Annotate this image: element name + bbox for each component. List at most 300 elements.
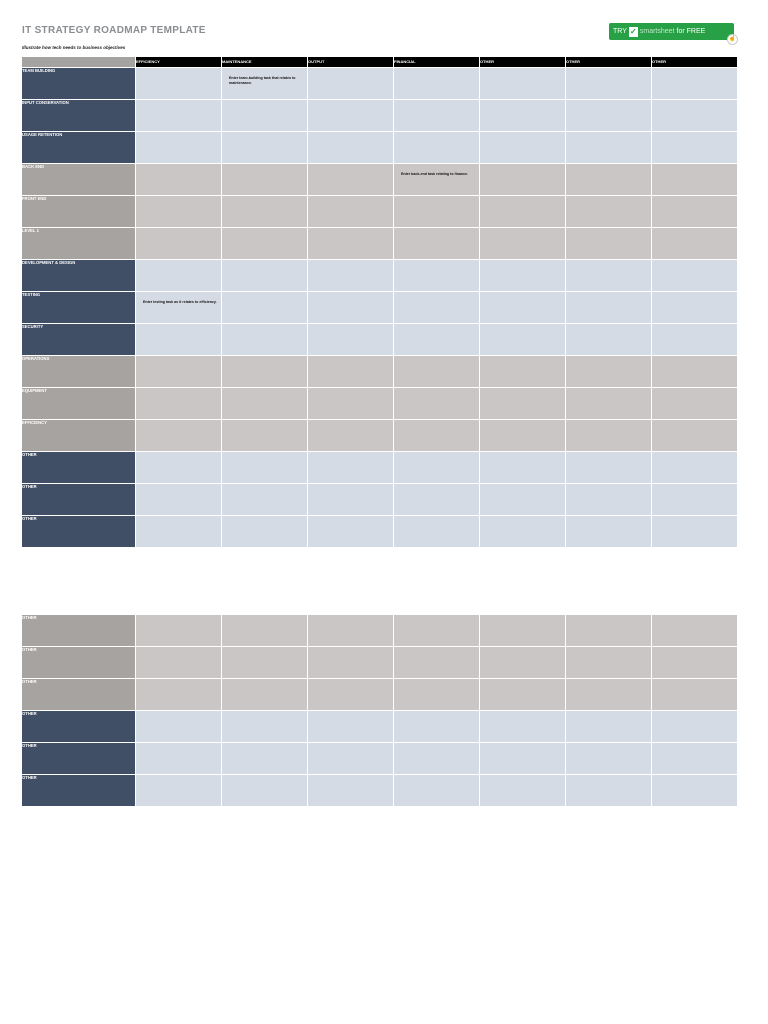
table-cell[interactable] [308, 324, 394, 356]
cell-text [652, 679, 737, 687]
cell-text [308, 292, 393, 300]
table-row [22, 679, 738, 711]
table-cell[interactable] [566, 260, 652, 292]
cell-text [566, 100, 651, 108]
cell-text [394, 615, 479, 623]
cell-text [222, 228, 307, 236]
table-cell[interactable] [480, 452, 566, 484]
cell-text [308, 420, 393, 428]
table-cell[interactable] [652, 679, 738, 711]
cell-text [136, 356, 221, 364]
cell-text [566, 356, 651, 364]
cell-text [394, 647, 479, 655]
table-cell[interactable] [652, 615, 738, 647]
table-cell[interactable] [136, 292, 222, 324]
table-cell[interactable] [222, 196, 308, 228]
table-cell[interactable] [136, 647, 222, 679]
table-cell[interactable] [394, 420, 480, 452]
cell-text [394, 132, 479, 140]
table-cell[interactable] [480, 711, 566, 743]
cell-text [136, 132, 221, 140]
table-cell[interactable] [652, 484, 738, 516]
table-cell[interactable] [136, 615, 222, 647]
row-label: OTHER [22, 711, 136, 743]
cell-text [480, 743, 565, 751]
cell-text [394, 420, 479, 428]
table-cell[interactable] [222, 324, 308, 356]
page-subtitle: Illustrate how tech needs to business objectives [22, 45, 126, 50]
table-cell[interactable] [136, 452, 222, 484]
cell-text [652, 420, 737, 428]
table-cell[interactable] [308, 647, 394, 679]
table-cell[interactable] [308, 260, 394, 292]
table-cell[interactable] [308, 615, 394, 647]
table-row [22, 711, 738, 743]
cell-text [136, 164, 221, 172]
cell-text [652, 775, 737, 783]
roadmap-table [21, 56, 738, 548]
cell-text [566, 647, 651, 655]
table-cell[interactable] [480, 516, 566, 548]
cell-text [480, 292, 565, 300]
table-cell[interactable] [136, 196, 222, 228]
cell-text [308, 615, 393, 623]
table-cell[interactable] [652, 420, 738, 452]
cell-text [566, 484, 651, 492]
table-cell[interactable] [308, 484, 394, 516]
cell-text [222, 164, 307, 172]
table-cell[interactable] [652, 324, 738, 356]
cell-text [394, 679, 479, 687]
cell-text [394, 292, 479, 300]
row-label: OTHER [22, 743, 136, 775]
table-cell[interactable] [222, 228, 308, 260]
table-cell[interactable] [652, 164, 738, 196]
table-cell[interactable] [136, 164, 222, 196]
table-cell[interactable] [222, 260, 308, 292]
table-cell[interactable] [480, 420, 566, 452]
table-cell[interactable] [222, 388, 308, 420]
table-cell[interactable] [652, 68, 738, 100]
cell-text [566, 132, 651, 140]
row-label: TEAM BUILDING [22, 68, 136, 100]
table-cell[interactable] [566, 452, 652, 484]
table-cell[interactable] [652, 647, 738, 679]
cell-text [136, 228, 221, 236]
cell-text [222, 679, 307, 687]
header-corner [22, 57, 136, 68]
table-cell[interactable] [652, 743, 738, 775]
table-cell[interactable] [394, 292, 480, 324]
table-cell[interactable] [222, 516, 308, 548]
cell-text [566, 516, 651, 524]
table-cell[interactable] [566, 292, 652, 324]
table-cell[interactable] [394, 743, 480, 775]
column-header-other: OTHER [566, 57, 652, 68]
table-cell[interactable] [566, 711, 652, 743]
row-label: OTHER [22, 615, 136, 647]
table-cell[interactable] [308, 100, 394, 132]
table-cell[interactable] [308, 388, 394, 420]
table-row [22, 647, 738, 679]
cell-text [222, 420, 307, 428]
row-label: USAGE RETENTION [22, 132, 136, 164]
table-cell[interactable] [308, 743, 394, 775]
table-cell[interactable] [480, 484, 566, 516]
table-cell[interactable] [566, 615, 652, 647]
cell-text: Enter back-end task relating to finance. [401, 172, 469, 176]
cell-text [480, 68, 565, 76]
table-cell[interactable] [136, 100, 222, 132]
table-cell[interactable] [136, 388, 222, 420]
table-cell[interactable] [222, 68, 308, 100]
cell-text [480, 164, 565, 172]
table-cell[interactable] [222, 292, 308, 324]
checkmark-icon: ✓ [630, 26, 637, 36]
cell-text [136, 196, 221, 204]
cell-text [652, 164, 737, 172]
table-cell[interactable] [566, 484, 652, 516]
column-header-financial: FINANCIAL [394, 57, 480, 68]
table-cell[interactable] [222, 743, 308, 775]
cell-text [222, 615, 307, 623]
row-label: OTHER [22, 516, 136, 548]
table-cell[interactable] [136, 420, 222, 452]
table-cell[interactable] [652, 516, 738, 548]
cell-text [136, 615, 221, 623]
cell-text [566, 196, 651, 204]
table-cell[interactable] [652, 100, 738, 132]
table-cell[interactable] [652, 260, 738, 292]
table-cell[interactable] [652, 775, 738, 807]
cell-text [136, 679, 221, 687]
cell-text [136, 516, 221, 524]
table-cell[interactable] [566, 100, 652, 132]
table-cell[interactable] [222, 164, 308, 196]
row-label: OTHER [22, 679, 136, 711]
table-row [22, 68, 738, 100]
table-cell[interactable] [652, 388, 738, 420]
cell-text [652, 324, 737, 332]
table-cell[interactable] [652, 356, 738, 388]
table-cell[interactable] [394, 647, 480, 679]
table-cell[interactable] [480, 679, 566, 711]
table-cell[interactable] [566, 388, 652, 420]
table-cell[interactable] [308, 679, 394, 711]
table-cell[interactable] [136, 775, 222, 807]
table-cell[interactable] [136, 484, 222, 516]
table-cell[interactable] [222, 647, 308, 679]
table-cell[interactable] [480, 743, 566, 775]
table-cell[interactable] [222, 775, 308, 807]
table-row [22, 164, 738, 196]
row-label: OTHER [22, 484, 136, 516]
cell-text [566, 260, 651, 268]
table-cell[interactable] [222, 356, 308, 388]
cell-text [308, 743, 393, 751]
cell-text [136, 775, 221, 783]
cell-text [394, 516, 479, 524]
cell-text [480, 132, 565, 140]
table-cell[interactable] [480, 292, 566, 324]
table-cell[interactable] [652, 132, 738, 164]
table-cell[interactable] [566, 324, 652, 356]
table-row [22, 324, 738, 356]
table-cell[interactable] [394, 228, 480, 260]
table-cell[interactable] [222, 679, 308, 711]
table-cell[interactable] [480, 164, 566, 196]
cell-text [136, 100, 221, 108]
table-row [22, 775, 738, 807]
column-header-other: OTHER [652, 57, 738, 68]
cell-text [394, 196, 479, 204]
row-label: OTHER [22, 647, 136, 679]
table-cell[interactable] [222, 615, 308, 647]
cell-text [566, 615, 651, 623]
table-cell[interactable] [566, 679, 652, 711]
cell-text [652, 196, 737, 204]
cell-text [394, 228, 479, 236]
table-cell[interactable] [136, 324, 222, 356]
cell-text [480, 484, 565, 492]
table-cell[interactable] [480, 68, 566, 100]
cell-text [308, 775, 393, 783]
table-cell[interactable] [394, 324, 480, 356]
table-cell[interactable] [308, 420, 394, 452]
cell-text [308, 647, 393, 655]
cell-text [480, 196, 565, 204]
table-cell[interactable] [308, 228, 394, 260]
table-cell[interactable] [308, 164, 394, 196]
cell-text [480, 647, 565, 655]
column-header-output: OUTPUT [308, 57, 394, 68]
table-cell[interactable] [566, 516, 652, 548]
table-cell[interactable] [566, 196, 652, 228]
cell-text [308, 68, 393, 76]
table-cell[interactable] [394, 100, 480, 132]
cell-text [222, 196, 307, 204]
cell-text [308, 452, 393, 460]
table-row [22, 516, 738, 548]
table-cell[interactable] [394, 711, 480, 743]
table-row [22, 420, 738, 452]
cell-text [136, 484, 221, 492]
table-cell[interactable] [480, 228, 566, 260]
cell-text [136, 420, 221, 428]
cell-text [394, 711, 479, 719]
table-row [22, 100, 738, 132]
cell-text [136, 68, 221, 76]
table-cell[interactable] [394, 388, 480, 420]
table-cell[interactable] [480, 775, 566, 807]
table-cell[interactable] [480, 260, 566, 292]
table-cell[interactable] [394, 679, 480, 711]
table-cell[interactable] [308, 775, 394, 807]
table-cell[interactable] [566, 775, 652, 807]
cell-text [652, 516, 737, 524]
try-smartsheet-button[interactable] [609, 23, 737, 42]
row-label: EQUIPMENT [22, 388, 136, 420]
table-cell[interactable] [480, 615, 566, 647]
row-label: TESTING [22, 292, 136, 324]
cell-text [652, 100, 737, 108]
cell-text [308, 711, 393, 719]
cell-text [222, 356, 307, 364]
cell-text [480, 516, 565, 524]
table-cell[interactable] [308, 711, 394, 743]
cell-text [308, 164, 393, 172]
table-cell[interactable] [394, 356, 480, 388]
table-cell[interactable] [480, 388, 566, 420]
cell-text [222, 775, 307, 783]
table-cell[interactable] [136, 679, 222, 711]
table-cell[interactable] [394, 164, 480, 196]
cell-text [480, 228, 565, 236]
table-cell[interactable] [394, 260, 480, 292]
table-cell[interactable] [566, 420, 652, 452]
row-label: BACK END [22, 164, 136, 196]
cell-text [394, 452, 479, 460]
cell-text [652, 228, 737, 236]
row-label: SECURITY [22, 324, 136, 356]
row-label: LEVEL 1 [22, 228, 136, 260]
table-cell[interactable] [136, 356, 222, 388]
promo-try-label: TRY [613, 28, 627, 35]
table-cell[interactable] [136, 743, 222, 775]
cell-text [652, 647, 737, 655]
table-cell[interactable] [652, 196, 738, 228]
table-cell[interactable] [394, 68, 480, 100]
cell-text [222, 484, 307, 492]
table-cell[interactable] [222, 711, 308, 743]
cell-text [394, 484, 479, 492]
cell-text [308, 516, 393, 524]
table-cell[interactable] [566, 743, 652, 775]
table-cell[interactable] [394, 615, 480, 647]
table-cell[interactable] [566, 164, 652, 196]
cell-text [480, 324, 565, 332]
table-cell[interactable] [136, 132, 222, 164]
cell-text [652, 711, 737, 719]
table-cell[interactable] [136, 68, 222, 100]
table-cell[interactable] [652, 711, 738, 743]
table-cell[interactable] [222, 484, 308, 516]
cell-text [308, 260, 393, 268]
table-cell[interactable] [394, 516, 480, 548]
cell-text [222, 743, 307, 751]
cell-text [308, 356, 393, 364]
cell-text [136, 711, 221, 719]
row-label: OTHER [22, 452, 136, 484]
table-cell[interactable] [480, 647, 566, 679]
table-cell[interactable] [222, 420, 308, 452]
table-cell[interactable] [394, 775, 480, 807]
table-cell[interactable] [308, 132, 394, 164]
table-cell[interactable] [566, 228, 652, 260]
table-cell[interactable] [480, 196, 566, 228]
cell-text: Enter testing task as it relates to efficiency. [143, 300, 217, 304]
cell-text [652, 452, 737, 460]
promo-free-label: for FREE [676, 28, 706, 35]
table-cell[interactable] [480, 132, 566, 164]
table-cell[interactable] [308, 292, 394, 324]
cell-text [566, 711, 651, 719]
pointer-icon: ☝ [727, 34, 738, 45]
cell-text [480, 420, 565, 428]
cell-text [652, 292, 737, 300]
cell-text [480, 711, 565, 719]
cell-text [222, 516, 307, 524]
cell-text [222, 100, 307, 108]
table-cell[interactable] [308, 68, 394, 100]
table-cell[interactable] [222, 452, 308, 484]
cell-text [222, 452, 307, 460]
table-cell[interactable] [566, 132, 652, 164]
cell-text [308, 484, 393, 492]
table-cell[interactable] [652, 452, 738, 484]
table-cell[interactable] [222, 132, 308, 164]
row-label: DEVELOPMENT & DESIGN [22, 260, 136, 292]
cell-text [566, 743, 651, 751]
table-cell[interactable] [566, 68, 652, 100]
cell-text [136, 260, 221, 268]
table-cell[interactable] [480, 324, 566, 356]
column-header-other: OTHER [480, 57, 566, 68]
table-cell[interactable] [222, 100, 308, 132]
table-row [22, 452, 738, 484]
cell-text [566, 388, 651, 396]
table-cell[interactable] [136, 228, 222, 260]
table-cell[interactable] [652, 228, 738, 260]
table-cell[interactable] [566, 647, 652, 679]
table-row [22, 196, 738, 228]
table-cell[interactable] [480, 100, 566, 132]
cell-text [222, 324, 307, 332]
table-cell[interactable] [394, 132, 480, 164]
cell-text [136, 647, 221, 655]
column-header-efficiency: EFFICIENCY [136, 57, 222, 68]
cell-text [480, 100, 565, 108]
cell-text [222, 132, 307, 140]
cell-text [394, 743, 479, 751]
table-cell[interactable] [308, 196, 394, 228]
table-cell[interactable] [136, 260, 222, 292]
table-cell[interactable] [308, 356, 394, 388]
table-cell[interactable] [566, 356, 652, 388]
table-cell[interactable] [136, 516, 222, 548]
cell-text [652, 615, 737, 623]
cell-text [566, 420, 651, 428]
row-label: INPUT CONSERVATION [22, 100, 136, 132]
table-row [22, 260, 738, 292]
table-cell[interactable] [308, 516, 394, 548]
table-cell[interactable] [480, 356, 566, 388]
table-cell[interactable] [652, 292, 738, 324]
table-cell[interactable] [308, 452, 394, 484]
row-label: FRONT END [22, 196, 136, 228]
cell-text [136, 388, 221, 396]
cell-text: Enter team-building task that relates to maintenance. [229, 76, 296, 85]
table-cell[interactable] [394, 452, 480, 484]
row-label: OPERATIONS [22, 356, 136, 388]
table-cell[interactable] [394, 196, 480, 228]
cell-text [566, 292, 651, 300]
cell-text [308, 100, 393, 108]
table-cell[interactable] [394, 484, 480, 516]
table-row [22, 292, 738, 324]
table-header-row [22, 57, 738, 68]
table-cell[interactable] [136, 711, 222, 743]
